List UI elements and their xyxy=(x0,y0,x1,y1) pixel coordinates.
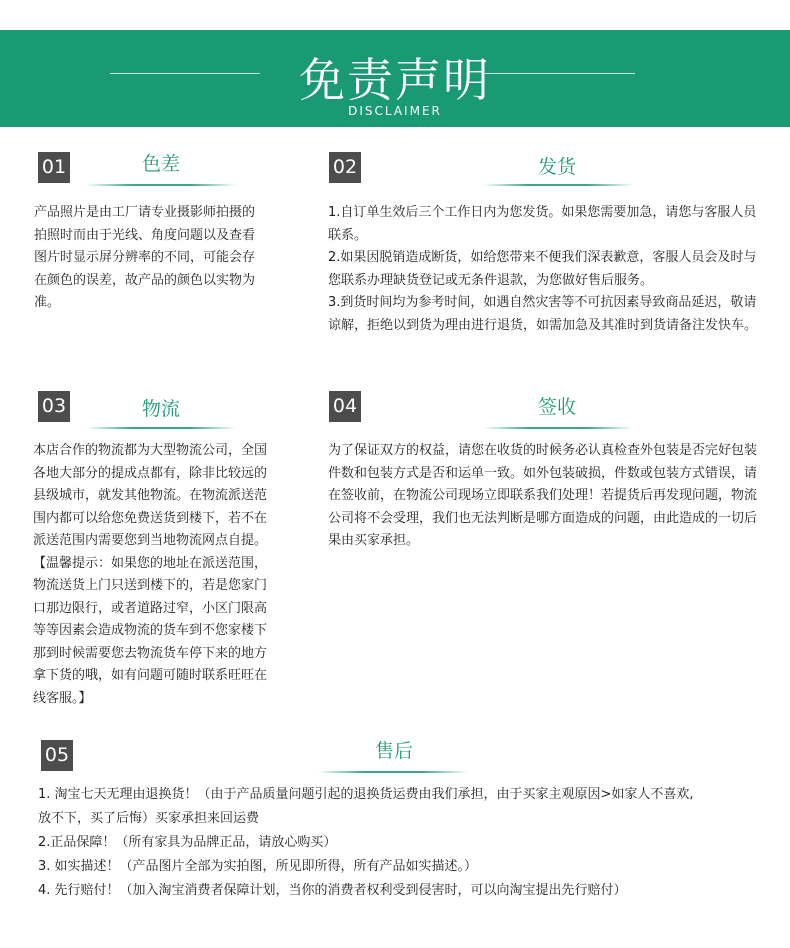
text-line: 那到时候需要您去物流货车停下来的地方 xyxy=(33,645,268,661)
text-line: 准。 xyxy=(34,295,61,310)
text-item: 2.如果因脱销造成断货，如给您带来不便我们深表歉意，客服人员会及时与您联系办理缺货登记或无条件退款，为您做好售后服务。 xyxy=(328,250,757,288)
text-line: 口那边限行，或者道路过窄，小区门限高 xyxy=(33,600,268,616)
text-line: 等等因素会造成物流的货车到不您家楼下 xyxy=(33,623,268,638)
text-line: 物流送货上门只送到楼下的，若是您家门 xyxy=(33,578,268,593)
text-line: 线客服。】 xyxy=(33,690,92,706)
section-number-03: 03 xyxy=(38,391,70,422)
text-line: 4. 先行赔付！（加入淘宝消费者保障计划，当你的消费者权利受到侵害时，可以向淘宝提出先行赔付） xyxy=(38,883,627,898)
section-body-shipping xyxy=(328,202,760,337)
section-body-color-difference xyxy=(34,202,294,315)
text-line: 拍照时而由于光线、角度问题以及查看 xyxy=(34,227,256,243)
text-line: 围内都可以给您免费送货到楼下，若不在 xyxy=(33,510,268,526)
section-rule-01 xyxy=(86,184,236,186)
section-body-signing xyxy=(328,440,760,553)
text-line: 拿下货的哦，如有问题可随时联系旺旺在 xyxy=(33,668,268,683)
section-title-shipping: 发货 xyxy=(537,156,576,178)
section-body-logistics xyxy=(33,440,298,710)
section-body-after-sales xyxy=(38,783,773,903)
page-title: 免责声明 xyxy=(299,53,491,107)
text-item: 3.到货时间均为参考时间，如遇自然灾害等不可抗因素导致商品延迟，敬请谅解，拒绝以到货为理由进行退货，如需加急及其准时到货请备注发快车。 xyxy=(328,295,758,333)
text-line: 【温馨提示：如果您的地址在派送范围， xyxy=(33,555,268,571)
text-line: 3. 如实描述！（产品图片全部为实拍图，所见即所得，所有产品如实描述。） xyxy=(38,859,478,874)
text-line: 派送范围内需要您到当地物流网点自提。 xyxy=(33,533,268,548)
section-number-04: 04 xyxy=(329,391,361,422)
section-title-signing: 签收 xyxy=(537,396,576,418)
text-item: 1.自订单生效后三个工作日内为您发货。如果您需要加急，请您与客服人员联系。 xyxy=(328,205,757,243)
text-line: 本店合作的物流都为大型物流公司，全国 xyxy=(33,443,268,458)
section-rule-02 xyxy=(483,184,633,186)
text-line: 放不下，买了后悔）买家承担来回运费 xyxy=(38,811,260,826)
text-line: 图片时显示屏分辨率的不同，可能会存 xyxy=(34,250,256,265)
page-subtitle: DISCLAIMER xyxy=(348,104,442,118)
section-number-01: 01 xyxy=(38,152,70,183)
text-line: 1. 淘宝七天无理由退换货！（由于产品质量问题引起的退换货运费由我们承担，由于买家主观原因>如家人不喜欢, xyxy=(38,787,694,802)
text-line: 县级城市，就发其他物流。在物流派送范 xyxy=(33,488,268,503)
section-rule-03 xyxy=(86,427,236,429)
section-title-logistics: 物流 xyxy=(141,398,180,420)
text-line: 在颜色的误差，故产品的颜色以实物为 xyxy=(34,272,256,288)
text-line: 2.正品保障！（所有家具为品牌正品，请放心购买） xyxy=(38,835,337,850)
text-item: 为了保证双方的权益，请您在收货的时候务必认真检查外包装是否完好包装件数和包装方式是否和运单一致。如外包装破损，件数或包装方式错误，请在签收前，在物流公司现场立即联系我们处理！若提货后再发现问题，物流公司将不会受理，我们也无法判断是哪方面造成的问题，由此造成的一切后果由买家承担。 xyxy=(328,443,758,548)
section-rule-04 xyxy=(483,427,633,429)
section-rule-05 xyxy=(318,771,468,773)
section-number-02: 02 xyxy=(329,152,361,183)
text-line: 各地大部分的提成点都有，除非比较远的 xyxy=(33,465,268,481)
section-title-color-difference: 色差 xyxy=(141,153,180,175)
section-number-05: 05 xyxy=(41,740,73,771)
section-title-after-sales: 售后 xyxy=(374,740,413,762)
text-line: 产品照片是由工厂请专业摄影师拍摄的 xyxy=(34,205,256,220)
